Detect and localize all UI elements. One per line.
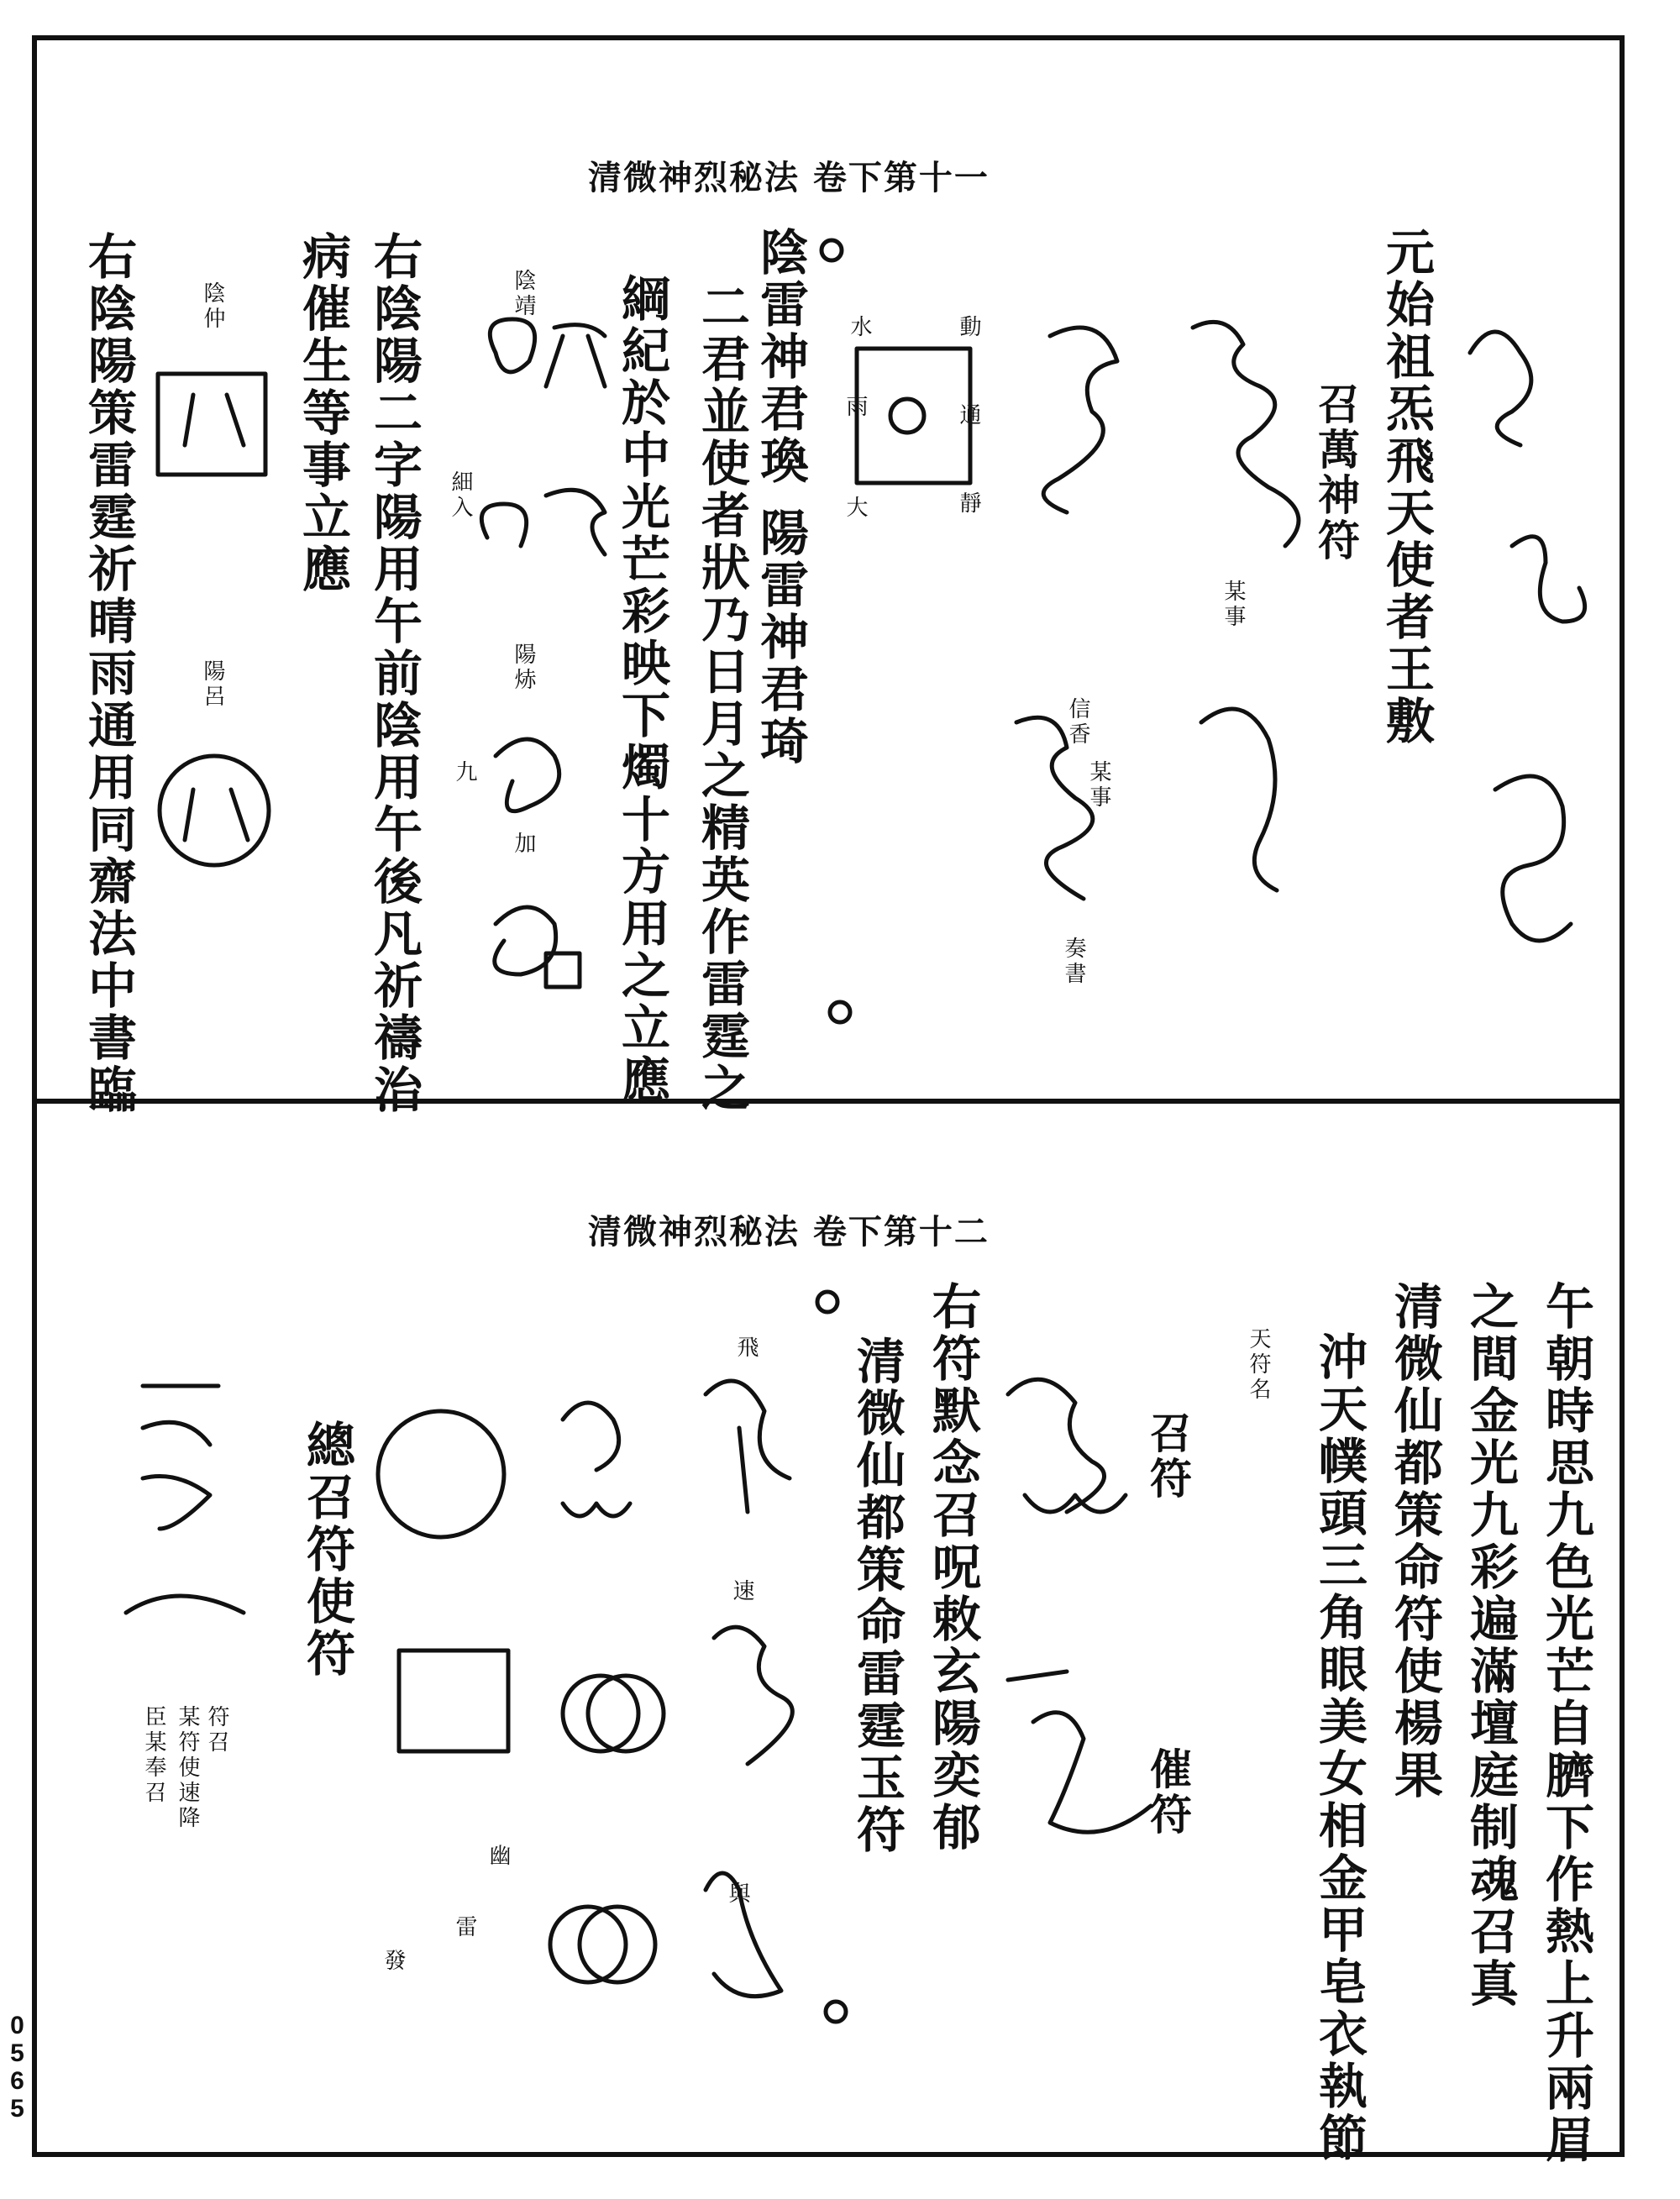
lower-note-su: 速 <box>729 1579 754 1604</box>
upper-header: 清微神烈秘法 卷下第十一 <box>588 158 990 197</box>
lower-note-speedy-descent: 某符使速降 <box>175 1705 200 1831</box>
talisman-upper-swirl-2 <box>1512 537 1585 622</box>
yu-talisman <box>706 1873 781 1997</box>
compass-east: 動 <box>956 315 981 340</box>
yang-lu-circle <box>160 756 269 865</box>
talisman-upper-swirl-5 <box>1043 328 1117 512</box>
upper-col-messenger-name: 元始祖炁飛天使者王敷 <box>1378 227 1435 748</box>
upper-note-jiu: 九 <box>452 760 477 785</box>
compass-box <box>857 349 970 483</box>
lower-note-lei: 雷 <box>452 1915 477 1940</box>
lower-col-text-1: 午朝時思九色光芒自臍下作熱上升兩眉 <box>1537 1281 1594 2166</box>
lower-col-appearance: 沖天幞頭三角眼美女相金甲皂衣執節 <box>1310 1331 1368 2165</box>
lower-label-zhao-fu: 召符 <box>1143 1411 1193 1502</box>
circle-talisman <box>378 1411 504 1537</box>
left-talisman <box>126 1386 244 1613</box>
square-talisman <box>399 1651 508 1751</box>
yin-jing-glyph <box>490 319 605 386</box>
upper-dot-bottom <box>830 1002 850 1022</box>
talisman-upper-swirl-4 <box>1193 322 1299 546</box>
yin-zhong-glyph <box>185 395 244 445</box>
compass-bottom-left: 大 <box>843 496 868 521</box>
upper-col-text-4: 病催生等事立應 <box>294 231 351 596</box>
lower-note-fei: 飛 <box>733 1336 759 1361</box>
talisman-upper-swirl-3 <box>1495 776 1571 941</box>
lower-note-tian-fu-ming: 天符名 <box>1246 1327 1271 1403</box>
upper-col-text-3: 右陰陽二字陽用午前陰用午後凡祈禱治 <box>365 231 423 1116</box>
upper-col-text-2: 綱紀於中光芒彩映下燭十方用之立應 <box>613 273 670 1106</box>
lower-dot-top <box>817 1292 837 1312</box>
upper-col-text-1: 二君並使者狀乃日月之精英作雷霆之 <box>693 281 750 1115</box>
upper-col-thunder-lords: 陰雷神君瑍 陽雷神君琦 <box>752 227 809 769</box>
lower-note-you: 幽 <box>486 1844 511 1869</box>
yang-he-glyph <box>481 490 605 554</box>
lower-col-text-2: 之間金光九彩遍滿壇庭制魂召真 <box>1462 1281 1519 2010</box>
upper-note-yin-zhong: 陰仲 <box>200 281 225 332</box>
talisman-upper-swirl-7 <box>1016 717 1093 899</box>
lower-dot-bottom <box>826 2002 846 2022</box>
upper-note-yang-he: 陽焃 <box>511 643 536 693</box>
upper-note-xin-xiang: 信香 <box>1065 697 1090 748</box>
lower-note-fa: 發 <box>381 1949 406 1974</box>
upper-note-yin-jing: 陰靖 <box>511 269 536 319</box>
upper-note-yang-lu: 陽呂 <box>200 659 225 710</box>
wave-talisman <box>563 1403 630 1516</box>
upper-note-mou-shi-1: 某事 <box>1221 580 1246 630</box>
yang-lu-glyph <box>185 790 248 840</box>
lower-header: 清微神烈秘法 卷下第十二 <box>588 1212 990 1252</box>
compass-top-right: 通 <box>956 403 981 428</box>
lower-col-messenger: 清微仙都策命符使楊果 <box>1386 1281 1443 1802</box>
upper-note-jia: 加 <box>511 832 536 857</box>
cui-fu-talisman <box>1008 1672 1151 1832</box>
lower-col-jade-talisman: 清微仙都策命雷霆玉符 <box>848 1336 906 1856</box>
compass-south: 靜 <box>956 491 981 517</box>
upper-dot-top <box>822 240 842 260</box>
page-number: 0565 <box>3 2012 31 2123</box>
compass-west: 雨 <box>843 395 868 420</box>
talisman-upper-swirl-6 <box>1201 709 1277 890</box>
upper-col-talisman-title: 召萬神符 <box>1311 382 1361 564</box>
yang-he-swirl <box>496 739 559 811</box>
su-talisman <box>714 1627 792 1764</box>
yin-zhong-box <box>158 374 265 475</box>
upper-note-xi-ru: 細入 <box>448 470 473 521</box>
upper-col-text-5: 右陰陽策雷霆祈晴雨通用同齋法中書臨 <box>80 231 137 1116</box>
compass-center <box>890 399 924 433</box>
lower-col-incantation: 右符默念召呪敕玄陽奕郁 <box>924 1281 981 1854</box>
compass-north: 水 <box>847 315 872 340</box>
upper-note-mou-shi-2: 某事 <box>1086 760 1111 811</box>
upper-note-zou-shu: 奏書 <box>1061 937 1086 987</box>
lower-note-yu: 與 <box>725 1881 750 1907</box>
zhao-fu-talisman <box>1008 1379 1126 1512</box>
fei-talisman <box>706 1381 790 1512</box>
lower-label-cui-fu: 催符 <box>1143 1747 1193 1838</box>
lower-note-fu-zhao: 符召 <box>204 1705 229 1756</box>
talisman-upper-swirl-1 <box>1470 332 1531 445</box>
lower-note-chen-mou: 臣某奉召 <box>141 1705 166 1806</box>
lower-col-general-summon: 總召符使符 <box>298 1420 355 1680</box>
